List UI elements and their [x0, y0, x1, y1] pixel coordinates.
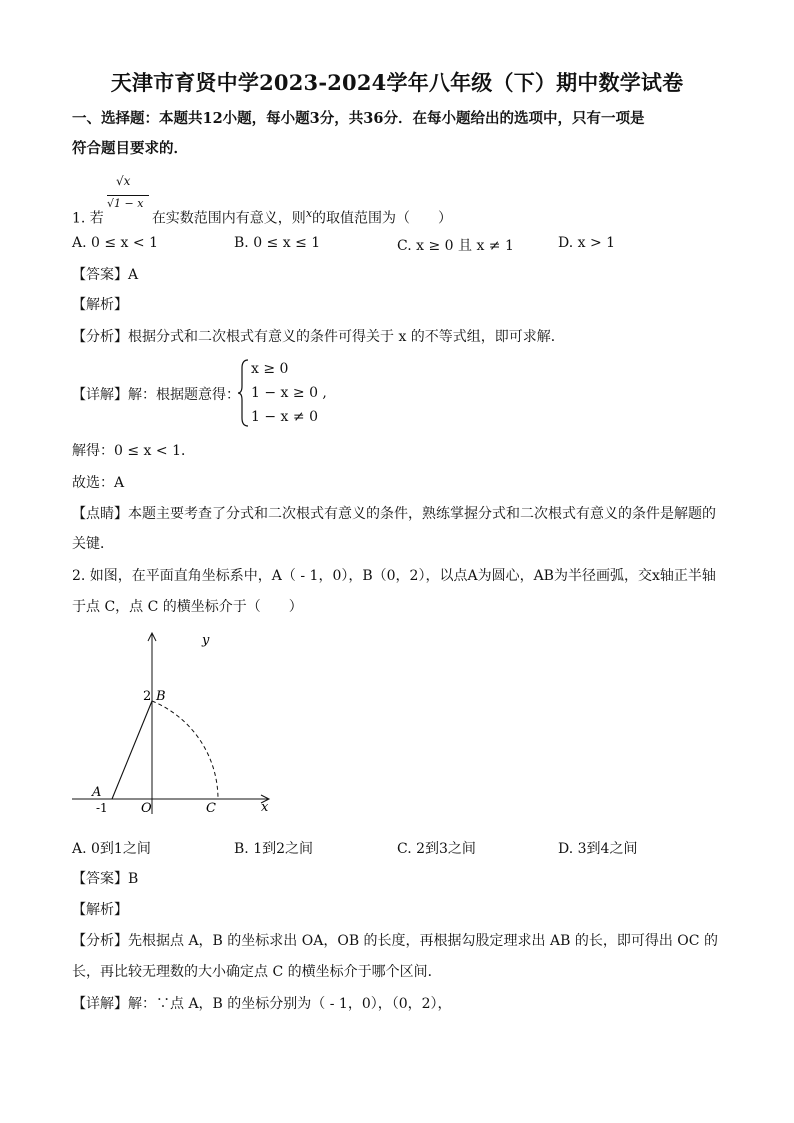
choice: 故选：A [72, 475, 125, 491]
point-b-label: B [156, 689, 166, 704]
origin-label: O [141, 801, 152, 816]
comment: 【点睛】本题主要考查了分式和二次根式有意义的条件，熟练掌握分式和二次根式有意义的条件是解题的 [72, 506, 716, 522]
option-a: A. 0 ≤ x < 1 [72, 235, 158, 251]
tick-label-2: 2 [143, 689, 152, 704]
question-1-stem [72, 203, 452, 230]
fraction-bar [107, 195, 149, 196]
inequality-2: 1 − x ≥ 0 , [251, 385, 327, 401]
inequality-3: 1 − x ≠ 0 [251, 409, 318, 425]
option-c: C. 2到3之间 [397, 841, 476, 857]
detail-label: 【详解】解：根据题意得： [72, 387, 240, 403]
arc-bc [152, 701, 218, 799]
option-d: D. x > 1 [558, 235, 616, 251]
point-c-label: C [206, 801, 216, 816]
system-brace [238, 358, 250, 428]
stem-end: 的取值范围为（ ） [312, 210, 453, 227]
section-heading-continued: 符合题目要求的． [72, 140, 188, 157]
segment-ab [112, 701, 152, 799]
answer: 【答案】A [72, 267, 139, 283]
answer: 【答案】B [72, 871, 139, 887]
analysis: 【分析】根据分式和二次根式有意义的条件可得关于 x 的不等式组，即可求解． [72, 329, 565, 345]
option-b: B. 0 ≤ x ≤ 1 [234, 235, 321, 251]
analysis-label: 【解析】 [72, 902, 128, 918]
option-d: D. 3到4之间 [558, 841, 638, 857]
fraction-denominator: √1 − x [107, 197, 144, 210]
stem-suffix: 在实数范围内有意义，则 [151, 210, 306, 227]
inequality-system [251, 357, 327, 429]
option-b: B. 1到2之间 [234, 841, 314, 857]
option-c: C. x ≥ 0 且 x ≠ 1 [397, 238, 514, 254]
page-title: 天津市育贤中学2023-2024学年八年级（下）期中数学试卷 [110, 70, 684, 95]
point-a-label: A [92, 785, 102, 800]
analysis: 【分析】先根据点 A，B 的坐标求出 OA，OB 的长度，再根据勾股定理求出 AB 的长，即可得出 OC 的 [72, 933, 718, 949]
fraction-numerator: √x [116, 174, 131, 188]
coordinate-figure [68, 628, 278, 818]
tick-label-neg1: -1 [96, 801, 108, 815]
option-a: A. 0到1之间 [72, 841, 151, 857]
analysis-continued: 长，再比较无理数的大小确定点 C 的横坐标介于哪个区间． [72, 964, 442, 980]
x-axis-label: x [261, 800, 269, 815]
question-2-stem-continued: 于点 C，点 C 的横坐标介于（ ） [72, 599, 303, 615]
section-heading: 一、选择题：本题共12小题，每小题3分，共36分．在每小题给出的选项中，只有一项是 [72, 110, 645, 127]
solution: 解得：0 ≤ x < 1． [72, 443, 195, 459]
stem-variable: x [305, 207, 313, 220]
y-axis-label: y [202, 633, 210, 648]
analysis-label: 【解析】 [72, 297, 128, 313]
inequality-1: x ≥ 0 [251, 361, 289, 377]
stem-prefix: 1. 若 [72, 210, 104, 227]
detail: 【详解】解：∵点 A，B 的坐标分别为（ - 1，0），（0，2）， [72, 996, 452, 1012]
comment-continued: 关键． [72, 536, 114, 552]
question-2-stem: 2. 如图，在平面直角坐标系中，A（ - 1，0），B（0，2），以点A为圆心，AB为半径画弧，交x轴正半轴 [72, 568, 716, 584]
